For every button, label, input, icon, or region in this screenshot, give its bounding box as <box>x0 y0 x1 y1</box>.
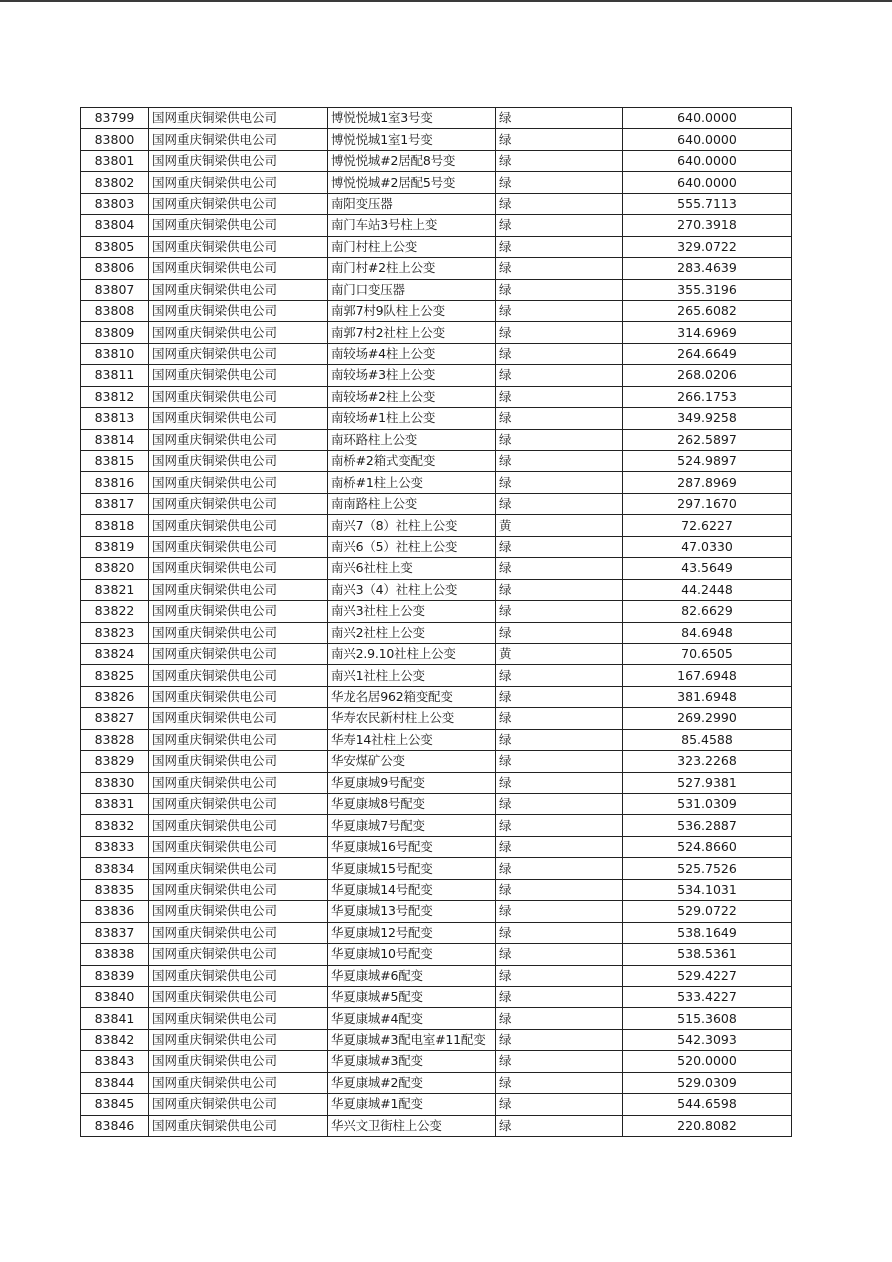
cell-status: 绿 <box>496 129 623 150</box>
cell-value: 544.6598 <box>623 1094 792 1115</box>
cell-record-id: 83812 <box>81 386 149 407</box>
cell-record-id: 83800 <box>81 129 149 150</box>
table-row <box>81 172 792 193</box>
table-body <box>81 108 792 1137</box>
cell-transformer-name: 南较场#3柱上公变 <box>328 365 496 386</box>
cell-value: 529.4227 <box>623 965 792 986</box>
cell-record-id: 83840 <box>81 986 149 1007</box>
page-top-border <box>0 0 892 2</box>
cell-status: 绿 <box>496 965 623 986</box>
cell-value: 72.6227 <box>623 515 792 536</box>
cell-status: 绿 <box>496 386 623 407</box>
cell-status: 黄 <box>496 643 623 664</box>
table-row <box>81 986 792 1007</box>
table-row <box>81 1072 792 1093</box>
cell-record-id: 83827 <box>81 708 149 729</box>
cell-status: 绿 <box>496 1115 623 1136</box>
table-row <box>81 258 792 279</box>
cell-value: 82.6629 <box>623 601 792 622</box>
cell-value: 542.3093 <box>623 1029 792 1050</box>
cell-status: 绿 <box>496 901 623 922</box>
cell-status: 绿 <box>496 622 623 643</box>
cell-status: 绿 <box>496 172 623 193</box>
cell-value: 640.0000 <box>623 150 792 171</box>
cell-status: 绿 <box>496 536 623 557</box>
cell-company: 国网重庆铜梁供电公司 <box>149 279 328 300</box>
cell-transformer-name: 华夏康城#3配电室#11配变 <box>328 1029 496 1050</box>
cell-company: 国网重庆铜梁供电公司 <box>149 300 328 321</box>
table-row <box>81 300 792 321</box>
cell-record-id: 83805 <box>81 236 149 257</box>
table-row <box>81 1094 792 1115</box>
cell-value: 524.9897 <box>623 451 792 472</box>
cell-record-id: 83809 <box>81 322 149 343</box>
cell-company: 国网重庆铜梁供电公司 <box>149 343 328 364</box>
cell-value: 220.8082 <box>623 1115 792 1136</box>
cell-value: 84.6948 <box>623 622 792 643</box>
cell-transformer-name: 博悦悦城#2居配5号变 <box>328 172 496 193</box>
cell-value: 527.9381 <box>623 772 792 793</box>
cell-value: 287.8969 <box>623 472 792 493</box>
cell-status: 绿 <box>496 343 623 364</box>
cell-record-id: 83830 <box>81 772 149 793</box>
table-row <box>81 493 792 514</box>
cell-status: 绿 <box>496 1094 623 1115</box>
cell-status: 绿 <box>496 108 623 129</box>
cell-company: 国网重庆铜梁供电公司 <box>149 665 328 686</box>
cell-value: 529.0309 <box>623 1072 792 1093</box>
cell-status: 绿 <box>496 258 623 279</box>
table-row <box>81 1051 792 1072</box>
cell-transformer-name: 南较场#2柱上公变 <box>328 386 496 407</box>
cell-value: 640.0000 <box>623 129 792 150</box>
cell-status: 绿 <box>496 836 623 857</box>
table-row <box>81 686 792 707</box>
table-row <box>81 193 792 214</box>
cell-status: 绿 <box>496 708 623 729</box>
cell-record-id: 83825 <box>81 665 149 686</box>
cell-company: 国网重庆铜梁供电公司 <box>149 965 328 986</box>
cell-value: 640.0000 <box>623 172 792 193</box>
cell-value: 297.1670 <box>623 493 792 514</box>
cell-company: 国网重庆铜梁供电公司 <box>149 493 328 514</box>
table-row <box>81 558 792 579</box>
cell-value: 381.6948 <box>623 686 792 707</box>
cell-company: 国网重庆铜梁供电公司 <box>149 772 328 793</box>
table-row <box>81 108 792 129</box>
cell-value: 270.3918 <box>623 215 792 236</box>
table-row <box>81 1008 792 1029</box>
cell-company: 国网重庆铜梁供电公司 <box>149 944 328 965</box>
cell-company: 国网重庆铜梁供电公司 <box>149 794 328 815</box>
cell-status: 绿 <box>496 858 623 879</box>
cell-status: 绿 <box>496 922 623 943</box>
cell-transformer-name: 南门村#2柱上公变 <box>328 258 496 279</box>
cell-company: 国网重庆铜梁供电公司 <box>149 708 328 729</box>
cell-record-id: 83814 <box>81 429 149 450</box>
cell-company: 国网重庆铜梁供电公司 <box>149 643 328 664</box>
cell-company: 国网重庆铜梁供电公司 <box>149 1029 328 1050</box>
cell-record-id: 83842 <box>81 1029 149 1050</box>
cell-record-id: 83835 <box>81 879 149 900</box>
cell-value: 534.1031 <box>623 879 792 900</box>
cell-company: 国网重庆铜梁供电公司 <box>149 622 328 643</box>
table-row <box>81 922 792 943</box>
cell-transformer-name: 南阳变压器 <box>328 193 496 214</box>
cell-company: 国网重庆铜梁供电公司 <box>149 322 328 343</box>
cell-company: 国网重庆铜梁供电公司 <box>149 172 328 193</box>
cell-company: 国网重庆铜梁供电公司 <box>149 258 328 279</box>
cell-record-id: 83804 <box>81 215 149 236</box>
cell-transformer-name: 华夏康城#5配变 <box>328 986 496 1007</box>
cell-company: 国网重庆铜梁供电公司 <box>149 579 328 600</box>
cell-value: 536.2887 <box>623 815 792 836</box>
cell-company: 国网重庆铜梁供电公司 <box>149 1094 328 1115</box>
cell-value: 524.8660 <box>623 836 792 857</box>
table-row <box>81 472 792 493</box>
cell-record-id: 83823 <box>81 622 149 643</box>
table-row <box>81 1029 792 1050</box>
cell-value: 515.3608 <box>623 1008 792 1029</box>
cell-status: 绿 <box>496 729 623 750</box>
table-row <box>81 901 792 922</box>
cell-company: 国网重庆铜梁供电公司 <box>149 536 328 557</box>
cell-company: 国网重庆铜梁供电公司 <box>149 601 328 622</box>
cell-status: 绿 <box>496 1072 623 1093</box>
cell-status: 绿 <box>496 665 623 686</box>
cell-record-id: 83803 <box>81 193 149 214</box>
cell-company: 国网重庆铜梁供电公司 <box>149 515 328 536</box>
cell-status: 绿 <box>496 1051 623 1072</box>
cell-value: 85.4588 <box>623 729 792 750</box>
transformer-table <box>80 107 792 1137</box>
cell-company: 国网重庆铜梁供电公司 <box>149 108 328 129</box>
cell-record-id: 83824 <box>81 643 149 664</box>
cell-status: 绿 <box>496 1029 623 1050</box>
cell-transformer-name: 华寿农民新村柱上公变 <box>328 708 496 729</box>
table-row <box>81 365 792 386</box>
cell-status: 绿 <box>496 215 623 236</box>
cell-record-id: 83838 <box>81 944 149 965</box>
cell-company: 国网重庆铜梁供电公司 <box>149 236 328 257</box>
cell-value: 262.5897 <box>623 429 792 450</box>
cell-record-id: 83837 <box>81 922 149 943</box>
table-row <box>81 815 792 836</box>
cell-record-id: 83819 <box>81 536 149 557</box>
cell-transformer-name: 华夏康城16号配变 <box>328 836 496 857</box>
table-row <box>81 665 792 686</box>
cell-record-id: 83841 <box>81 1008 149 1029</box>
cell-status: 绿 <box>496 579 623 600</box>
table-row <box>81 643 792 664</box>
cell-record-id: 83831 <box>81 794 149 815</box>
cell-value: 555.7113 <box>623 193 792 214</box>
cell-value: 538.5361 <box>623 944 792 965</box>
cell-status: 绿 <box>496 408 623 429</box>
cell-company: 国网重庆铜梁供电公司 <box>149 472 328 493</box>
cell-transformer-name: 南门口变压器 <box>328 279 496 300</box>
cell-company: 国网重庆铜梁供电公司 <box>149 386 328 407</box>
cell-value: 323.2268 <box>623 751 792 772</box>
cell-status: 绿 <box>496 794 623 815</box>
cell-transformer-name: 华夏康城#3配变 <box>328 1051 496 1072</box>
cell-transformer-name: 华龙名居962箱变配变 <box>328 686 496 707</box>
cell-transformer-name: 南兴2.9.10社柱上公变 <box>328 643 496 664</box>
cell-status: 绿 <box>496 751 623 772</box>
cell-status: 绿 <box>496 601 623 622</box>
cell-status: 绿 <box>496 150 623 171</box>
cell-record-id: 83834 <box>81 858 149 879</box>
table-row <box>81 729 792 750</box>
cell-value: 538.1649 <box>623 922 792 943</box>
cell-record-id: 83816 <box>81 472 149 493</box>
cell-record-id: 83839 <box>81 965 149 986</box>
cell-value: 520.0000 <box>623 1051 792 1072</box>
cell-status: 绿 <box>496 493 623 514</box>
table-row <box>81 129 792 150</box>
cell-company: 国网重庆铜梁供电公司 <box>149 815 328 836</box>
table-row <box>81 215 792 236</box>
table-row <box>81 879 792 900</box>
cell-record-id: 83813 <box>81 408 149 429</box>
table-row <box>81 429 792 450</box>
cell-company: 国网重庆铜梁供电公司 <box>149 1008 328 1029</box>
table-row <box>81 150 792 171</box>
table-row <box>81 601 792 622</box>
cell-status: 绿 <box>496 815 623 836</box>
cell-value: 314.6969 <box>623 322 792 343</box>
table-row <box>81 965 792 986</box>
cell-transformer-name: 南环路柱上公变 <box>328 429 496 450</box>
cell-status: 绿 <box>496 365 623 386</box>
cell-value: 531.0309 <box>623 794 792 815</box>
cell-company: 国网重庆铜梁供电公司 <box>149 729 328 750</box>
cell-status: 绿 <box>496 300 623 321</box>
cell-transformer-name: 博悦悦城1室3号变 <box>328 108 496 129</box>
cell-company: 国网重庆铜梁供电公司 <box>149 751 328 772</box>
cell-status: 绿 <box>496 944 623 965</box>
cell-value: 283.4639 <box>623 258 792 279</box>
cell-company: 国网重庆铜梁供电公司 <box>149 129 328 150</box>
cell-record-id: 83817 <box>81 493 149 514</box>
cell-transformer-name: 博悦悦城#2居配8号变 <box>328 150 496 171</box>
cell-status: 绿 <box>496 236 623 257</box>
cell-transformer-name: 华夏康城#2配变 <box>328 1072 496 1093</box>
cell-transformer-name: 博悦悦城1室1号变 <box>328 129 496 150</box>
cell-record-id: 83808 <box>81 300 149 321</box>
cell-transformer-name: 华夏康城#6配变 <box>328 965 496 986</box>
cell-status: 绿 <box>496 279 623 300</box>
cell-status: 绿 <box>496 686 623 707</box>
cell-record-id: 83811 <box>81 365 149 386</box>
cell-company: 国网重庆铜梁供电公司 <box>149 1115 328 1136</box>
cell-transformer-name: 南兴6社柱上变 <box>328 558 496 579</box>
cell-status: 黄 <box>496 515 623 536</box>
cell-record-id: 83802 <box>81 172 149 193</box>
cell-value: 43.5649 <box>623 558 792 579</box>
cell-company: 国网重庆铜梁供电公司 <box>149 922 328 943</box>
cell-record-id: 83799 <box>81 108 149 129</box>
cell-transformer-name: 华夏康城15号配变 <box>328 858 496 879</box>
cell-value: 266.1753 <box>623 386 792 407</box>
table-row <box>81 772 792 793</box>
cell-value: 268.0206 <box>623 365 792 386</box>
cell-company: 国网重庆铜梁供电公司 <box>149 451 328 472</box>
table-row <box>81 708 792 729</box>
cell-transformer-name: 华夏康城9号配变 <box>328 772 496 793</box>
cell-value: 47.0330 <box>623 536 792 557</box>
table-row <box>81 343 792 364</box>
cell-value: 329.0722 <box>623 236 792 257</box>
table-row <box>81 622 792 643</box>
cell-record-id: 83843 <box>81 1051 149 1072</box>
table-row <box>81 751 792 772</box>
cell-transformer-name: 南兴3社柱上公变 <box>328 601 496 622</box>
cell-company: 国网重庆铜梁供电公司 <box>149 879 328 900</box>
cell-transformer-name: 南桥#2箱式变配变 <box>328 451 496 472</box>
cell-company: 国网重庆铜梁供电公司 <box>149 193 328 214</box>
cell-record-id: 83818 <box>81 515 149 536</box>
cell-transformer-name: 南兴7（8）社柱上公变 <box>328 515 496 536</box>
cell-company: 国网重庆铜梁供电公司 <box>149 408 328 429</box>
table-row <box>81 536 792 557</box>
cell-record-id: 83826 <box>81 686 149 707</box>
cell-value: 70.6505 <box>623 643 792 664</box>
table-row <box>81 515 792 536</box>
cell-transformer-name: 华安煤矿公变 <box>328 751 496 772</box>
table-row <box>81 794 792 815</box>
cell-record-id: 83822 <box>81 601 149 622</box>
cell-value: 265.6082 <box>623 300 792 321</box>
cell-record-id: 83836 <box>81 901 149 922</box>
cell-value: 349.9258 <box>623 408 792 429</box>
cell-status: 绿 <box>496 986 623 1007</box>
cell-transformer-name: 南较场#1柱上公变 <box>328 408 496 429</box>
cell-transformer-name: 华寿14社柱上公变 <box>328 729 496 750</box>
cell-status: 绿 <box>496 193 623 214</box>
cell-transformer-name: 南较场#4柱上公变 <box>328 343 496 364</box>
cell-record-id: 83846 <box>81 1115 149 1136</box>
cell-transformer-name: 南门车站3号柱上变 <box>328 215 496 236</box>
cell-value: 640.0000 <box>623 108 792 129</box>
cell-record-id: 83821 <box>81 579 149 600</box>
cell-transformer-name: 南桥#1柱上公变 <box>328 472 496 493</box>
cell-transformer-name: 南郭7村9队柱上公变 <box>328 300 496 321</box>
cell-value: 167.6948 <box>623 665 792 686</box>
cell-record-id: 83829 <box>81 751 149 772</box>
cell-value: 533.4227 <box>623 986 792 1007</box>
cell-company: 国网重庆铜梁供电公司 <box>149 365 328 386</box>
cell-transformer-name: 南兴1社柱上公变 <box>328 665 496 686</box>
cell-transformer-name: 华夏康城8号配变 <box>328 794 496 815</box>
table-row <box>81 836 792 857</box>
cell-status: 绿 <box>496 558 623 579</box>
cell-status: 绿 <box>496 451 623 472</box>
cell-record-id: 83820 <box>81 558 149 579</box>
cell-status: 绿 <box>496 472 623 493</box>
cell-record-id: 83806 <box>81 258 149 279</box>
cell-record-id: 83845 <box>81 1094 149 1115</box>
table-row <box>81 1115 792 1136</box>
cell-company: 国网重庆铜梁供电公司 <box>149 686 328 707</box>
cell-value: 529.0722 <box>623 901 792 922</box>
cell-record-id: 83807 <box>81 279 149 300</box>
cell-transformer-name: 华夏康城10号配变 <box>328 944 496 965</box>
cell-company: 国网重庆铜梁供电公司 <box>149 558 328 579</box>
cell-company: 国网重庆铜梁供电公司 <box>149 986 328 1007</box>
table-row <box>81 279 792 300</box>
cell-transformer-name: 南郭7村2社柱上公变 <box>328 322 496 343</box>
cell-company: 国网重庆铜梁供电公司 <box>149 215 328 236</box>
cell-value: 355.3196 <box>623 279 792 300</box>
cell-value: 44.2448 <box>623 579 792 600</box>
cell-company: 国网重庆铜梁供电公司 <box>149 1051 328 1072</box>
cell-record-id: 83801 <box>81 150 149 171</box>
cell-company: 国网重庆铜梁供电公司 <box>149 429 328 450</box>
table-row <box>81 858 792 879</box>
cell-status: 绿 <box>496 772 623 793</box>
cell-status: 绿 <box>496 1008 623 1029</box>
cell-value: 269.2990 <box>623 708 792 729</box>
cell-transformer-name: 华夏康城#4配变 <box>328 1008 496 1029</box>
table-row <box>81 386 792 407</box>
cell-transformer-name: 华兴文卫街柱上公变 <box>328 1115 496 1136</box>
table-row <box>81 236 792 257</box>
cell-record-id: 83828 <box>81 729 149 750</box>
cell-value: 264.6649 <box>623 343 792 364</box>
table-row <box>81 579 792 600</box>
cell-transformer-name: 南南路柱上公变 <box>328 493 496 514</box>
cell-company: 国网重庆铜梁供电公司 <box>149 150 328 171</box>
cell-record-id: 83833 <box>81 836 149 857</box>
cell-transformer-name: 南兴2社柱上公变 <box>328 622 496 643</box>
table-row <box>81 408 792 429</box>
cell-status: 绿 <box>496 429 623 450</box>
cell-transformer-name: 华夏康城12号配变 <box>328 922 496 943</box>
cell-transformer-name: 南兴6（5）社柱上公变 <box>328 536 496 557</box>
cell-company: 国网重庆铜梁供电公司 <box>149 836 328 857</box>
cell-record-id: 83844 <box>81 1072 149 1093</box>
cell-record-id: 83810 <box>81 343 149 364</box>
cell-transformer-name: 华夏康城7号配变 <box>328 815 496 836</box>
cell-record-id: 83832 <box>81 815 149 836</box>
cell-status: 绿 <box>496 322 623 343</box>
cell-record-id: 83815 <box>81 451 149 472</box>
cell-status: 绿 <box>496 879 623 900</box>
cell-transformer-name: 华夏康城14号配变 <box>328 879 496 900</box>
cell-value: 525.7526 <box>623 858 792 879</box>
cell-transformer-name: 华夏康城#1配变 <box>328 1094 496 1115</box>
table-row <box>81 322 792 343</box>
cell-transformer-name: 华夏康城13号配变 <box>328 901 496 922</box>
table-row <box>81 451 792 472</box>
cell-company: 国网重庆铜梁供电公司 <box>149 1072 328 1093</box>
cell-company: 国网重庆铜梁供电公司 <box>149 901 328 922</box>
cell-transformer-name: 南门村柱上公变 <box>328 236 496 257</box>
table-row <box>81 944 792 965</box>
cell-company: 国网重庆铜梁供电公司 <box>149 858 328 879</box>
cell-transformer-name: 南兴3（4）社柱上公变 <box>328 579 496 600</box>
